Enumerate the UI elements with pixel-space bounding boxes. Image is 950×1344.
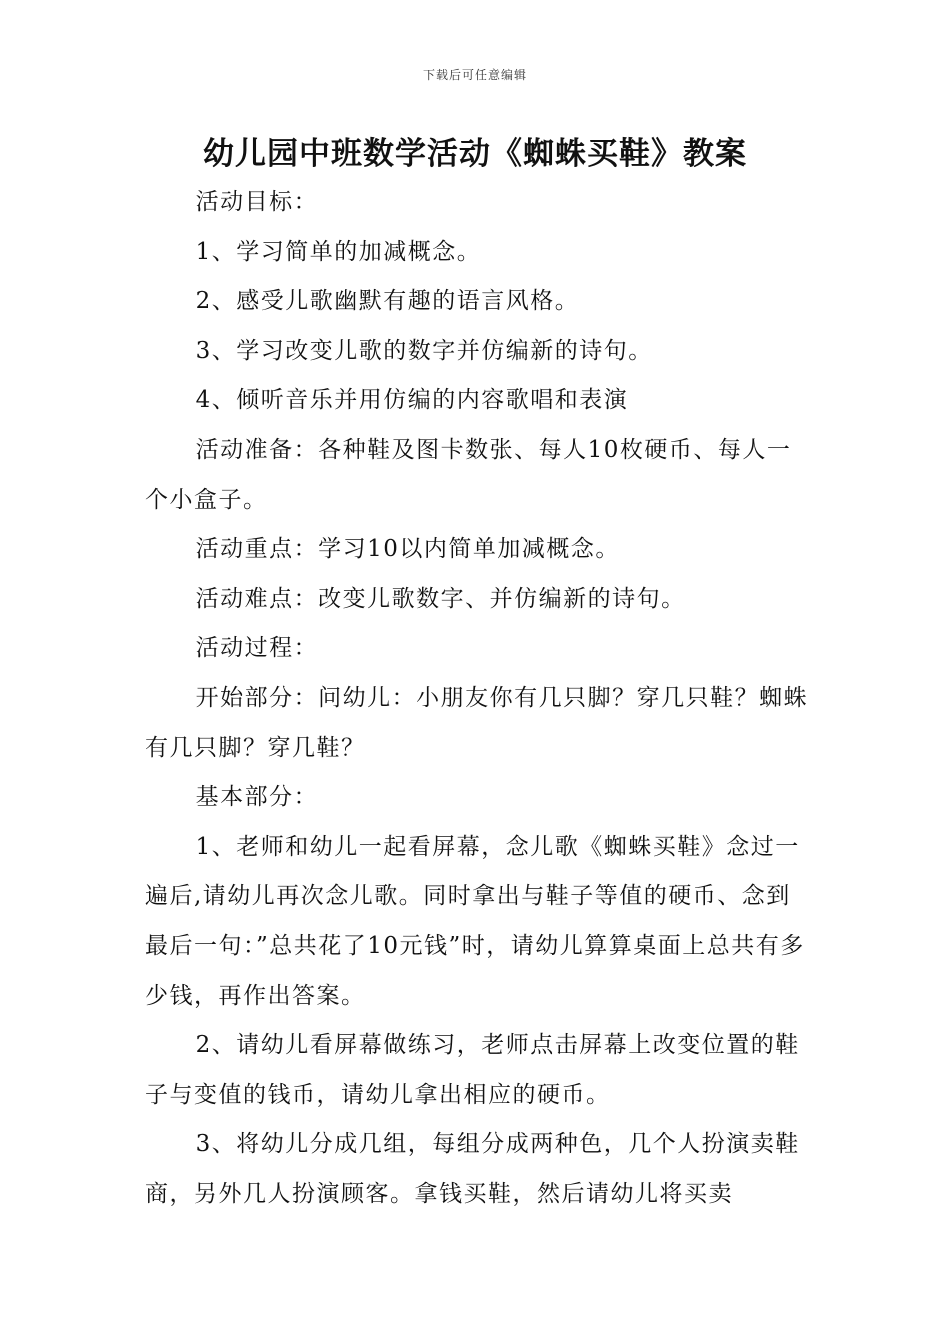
paragraph-step-1: 1、老师和幼儿一起看屏幕，念儿歌《蜘蛛买鞋》念过一遍后,请幼儿再次念儿歌。同时拿出与鞋子等值的硬币、念到最后一句：”总共花了10元钱”时，请幼儿算算桌面上总共有多少钱，再作出答案。 — [145, 833, 805, 1009]
paragraph-preparation: 活动准备：各种鞋及图卡数张、每人10枚硬币、每人一个小盒子。 — [145, 436, 792, 513]
document-body — [145, 178, 810, 1219]
paragraph-goal-2: 2、感受儿歌幽默有趣的语言风格。 — [195, 288, 580, 315]
paragraph-goal-4: 4、倾听音乐并用仿编的内容歌唱和表演 — [195, 387, 629, 414]
paragraph-goal-1: 1、学习简单的加减概念。 — [195, 238, 482, 265]
header-note: 下载后可任意编辑 — [422, 68, 527, 82]
paragraph-opening: 开始部分：问幼儿：小朋友你有几只脚？穿几只鞋？蜘蛛有几只脚？穿几鞋？ — [145, 684, 809, 761]
paragraph-difficulty: 活动难点：改变儿歌数字、并仿编新的诗句。 — [195, 585, 686, 612]
paragraph-goal-3: 3、学习改变儿歌的数字并仿编新的诗句。 — [195, 337, 653, 364]
paragraph-step-2: 2、请幼儿看屏幕做练习，老师点击屏幕上改变位置的鞋子与变值的钱币，请幼儿拿出相应的硬币。 — [145, 1032, 800, 1108]
paragraph-basic-heading: 基本部分： — [195, 784, 319, 811]
paragraph-key-point: 活动重点：学习10以内简单加减概念。 — [195, 536, 620, 563]
document-title: 幼儿园中班数学活动《蜘蛛买鞋》教案 — [203, 136, 747, 172]
paragraph-goals-heading: 活动目标： — [195, 189, 319, 215]
paragraph-process-heading: 活动过程： — [195, 635, 319, 662]
paragraph-step-3: 3、将幼儿分成几组，每组分成两种色，几个人扮演卖鞋商，另外几人扮演顾客。拿钱买鞋，然后请幼儿将买卖 — [145, 1131, 800, 1207]
